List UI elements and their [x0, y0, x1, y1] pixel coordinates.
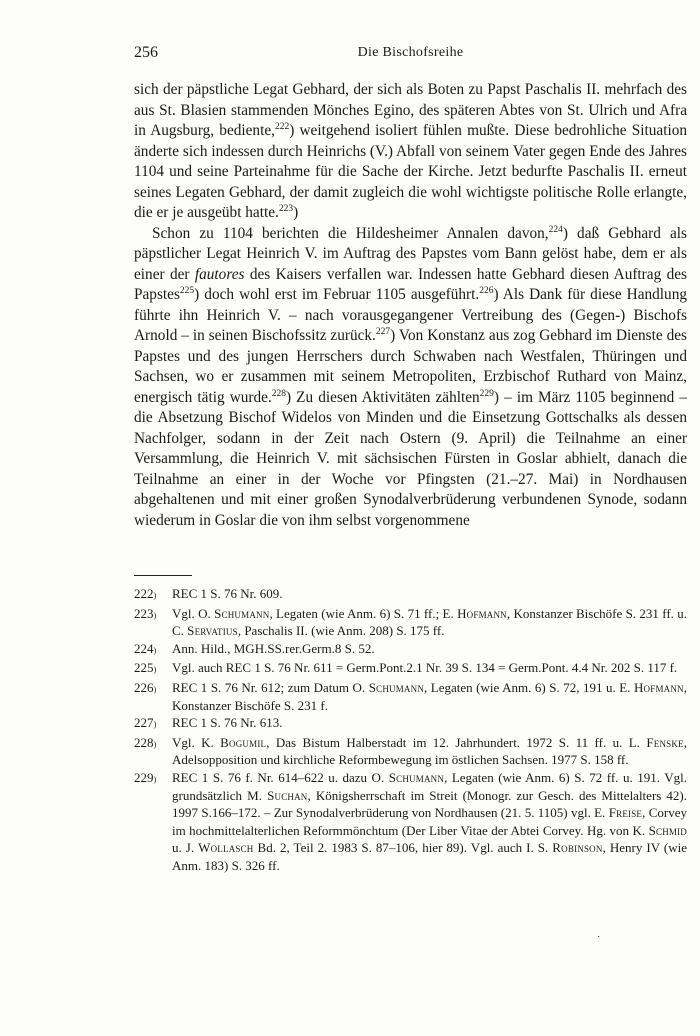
footnote: 222) REC 1 S. 76 Nr. 609. [134, 586, 283, 601]
footnote: 229) REC 1 S. 76 f. Nr. 614–622 u. dazu O. Schumann, Legaten (wie Anm. 6) S. 72 ff. u. 191. Vgl. grundsätzlich M. Suchan, Königsherrschaft im Streit (Monogr. zur Gesch. des Mittelalters 42). 1997 S.166–172. – Zur Synodalverbrüderung von Nordhausen (21. 5. 1105) vgl. E. Freise, Corvey im hochmittelalterlichen Reformmönchtum (Der Liber Vitae der Abtei Corvey. Hg. von K. Schmid u. J. Wollasch Bd. 2, Teil 2. 1983 S. 87–106, hier 89). Vgl. auch I. S. Robinson, Henry IV (wie Anm. 183) S. 326 ff. [134, 769, 688, 873]
main-text [134, 80, 687, 531]
footnote: 226) REC 1 S. 76 Nr. 612; zum Datum O. Schumann, Legaten (wie Anm. 6) S. 72, 191 u. E. Hofmann, Konstanzer Bischöfe S. 231 f. [134, 679, 687, 713]
page-header [134, 44, 687, 66]
emphasis: fautores [194, 265, 245, 283]
footnote-ref[interactable]: 228 [271, 388, 286, 399]
footnote-ref[interactable]: 227 [375, 326, 391, 337]
footnote: 225) Vgl. auch REC 1 S. 76 Nr. 611 = Germ.Pont.2.1 Nr. 39 S. 134 = Germ.Pont. 4.4 Nr. 202 S. 117 f. [134, 660, 678, 676]
paragraph: sich der päpstliche Legat Gebhard, der sich als Boten zu Papst Paschalis II. mehrfach des aus St. Blasien stammenden Mönches Egino, des späteren Abtes von St. Ulrich und Afra in Augsburg, bediente,$^{222}$) weitgehend isoliert fühlen mußte. Diese bedrohliche Situation änderte sich indessen durch Heinrichs (V.) Abfall von seinem Vater gegen Ende des Jahres 1104 und seine Parteinahme für die Sache der Kirche. Jetzt bedurfte Paschalis II. erneut seines Legaten Gebhard, der damit zugleich die wohl wichtigste politische Rolle erlangte, die er je ausgeübt hatte.$^{223}$) [134, 81, 687, 221]
footnote-ref[interactable]: 223 [278, 203, 294, 214]
running-head: Die Bischofsreihe [357, 45, 464, 60]
footnote-ref[interactable]: 226 [479, 285, 494, 296]
footnote-ref[interactable]: 224 [548, 224, 563, 235]
footnote: 228) Vgl. K. Bogumil, Das Bistum Halberstadt im 12. Jahrhundert. 1972 S. 11 ff. u. L. Fenske, Adelsopposition und kirchliche Reformbewegung im östlichen Sachsen. 1977 S. 158 ff. [134, 734, 687, 768]
stray-mark: ˙ [597, 935, 601, 946]
page-number: 256 [134, 44, 158, 61]
footnotes [134, 585, 687, 875]
paragraph: Schon zu 1104 berichten die Hildesheimer Annalen davon,$^{224}$) daß Gebhard als päpstlicher Legat Heinrich V. im Auftrag des Papstes vom Bann gelöst habe, dem er als einer der fautores des Kaisers verfallen war. Indessen hatte Gebhard diesen Auftrag des Papstes$^{225}$) doch wohl erst im Februar 1105 ausgeführt.$^{226}$) Als Dank für diese Handlung führte ihn Heinrich V. – nach vorausgegangener Vertreibung des (Gegen-) Bischofs Arnold – in seinen Bischofssitz zurück.$^{227}$) Von Konstanz aus zog Gebhard im Dienste des Papstes und des jungen Herrschers durch Schwaben nach Westfalen, Thüringen und Sachsen, wo er zusammen mit seinem Metropoliten, Erzbischof Ruthard von Mainz, energisch tätig wurde.$^{228}$) Zu diesen Aktivitäten zählten$^{229}$) – im März 1105 beginnend – die Absetzung Bischof Widelos von Minden und die Einsetzung Gottschalks als dessen Nachfolger, sodann in der Zeit nach Ostern (9. April) die Teilnahme an einer Versammlung, die Heinrich V. mit sächsischen Fürsten in Goslar abhielt, danach die Teilnahme an einer in der Woche vor Pfingsten (21.–27. Mai) in Nordhausen abgehaltenen und mit einer großen Synodalverbrüderung verbundenen Synode, sodann wiederum in Goslar die von ihm selbst vorgenommene [134, 224, 687, 529]
footnote-rule [134, 575, 192, 576]
footnote: 224) Ann. Hild., MGH.SS.rer.Germ.8 S. 52. [134, 640, 375, 656]
footnote: 223) Vgl. O. Schumann, Legaten (wie Anm. 6) S. 71 ff.; E. Hofmann, Konstanzer Bischöfe S. 231 ff. u. C. Servatius, Paschalis II. (wie Anm. 208) S. 175 ff. [134, 605, 688, 639]
footnote-ref[interactable]: 229 [479, 388, 494, 399]
footnote-ref[interactable]: 222 [274, 121, 290, 132]
footnote-ref[interactable]: 225 [179, 285, 195, 296]
footnote: 227) REC 1 S. 76 Nr. 613. [134, 715, 283, 731]
